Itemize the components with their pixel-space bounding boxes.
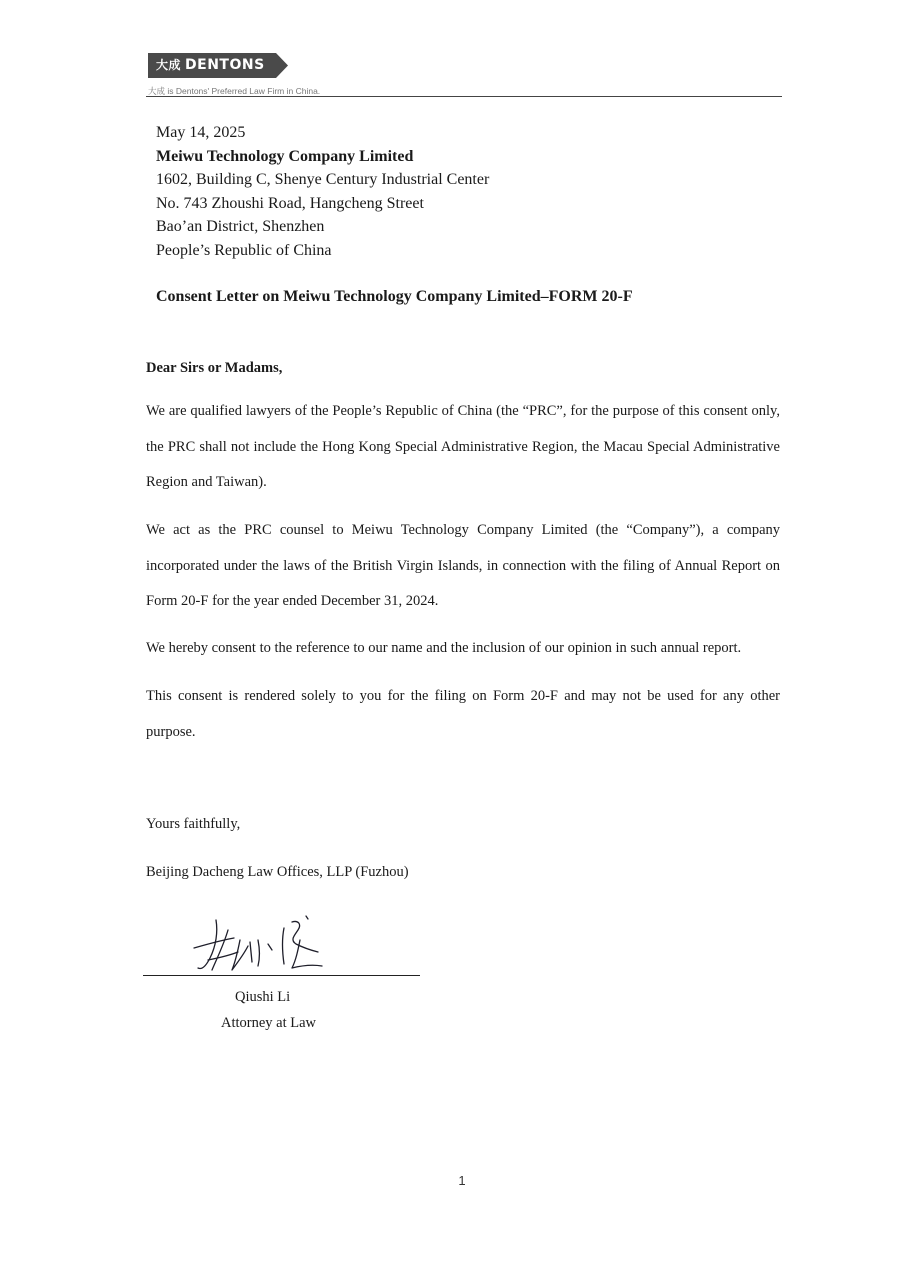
address-line-3: Bao’an District, Shenzhen [156, 218, 325, 236]
address-line-1: 1602, Building C, Shenye Century Industrial Center [156, 171, 490, 189]
body-paragraph-2: We act as the PRC counsel to Meiwu Technology Company Limited (the “Company”), a company incorporated under the laws of the British Virgin Islands, in connection with the filing of Annual Report on Form 20-F for the year ended December 31, 2024. [146, 522, 780, 609]
closing: Yours faithfully, [146, 816, 241, 832]
logo-wordmark [148, 53, 265, 78]
header-divider [146, 96, 782, 97]
recipient-company: Meiwu Technology Company Limited [156, 147, 414, 165]
body-paragraph-4: This consent is rendered solely to you for the filing on Form 20-F and may not be used for any other purpose. [146, 688, 780, 740]
page-number: 1 [458, 1173, 466, 1188]
handwritten-signature [188, 910, 338, 976]
body-paragraph-1: We are qualified lawyers of the People’s Republic of China (the “PRC”, for the purpose of this consent only, the PRC shall not include the Hong Kong Special Administrative Region, the Macau Special Administrative Region and Taiwan). [146, 403, 780, 490]
signature-line [143, 975, 420, 976]
signer-title: Attorney at Law [221, 1015, 317, 1031]
address-line-4: People’s Republic of China [156, 241, 332, 259]
letter-subject: Consent Letter on Meiwu Technology Company Limited–FORM 20-F [156, 288, 633, 305]
logo-english-name: DENTONS [185, 57, 265, 73]
body-paragraph-3: We hereby consent to the reference to our name and the inclusion of our opinion in such annual report. [146, 640, 742, 656]
firm-name: Beijing Dacheng Law Offices, LLP (Fuzhou) [146, 864, 409, 880]
logo-chinese-name: 大成 [156, 58, 182, 72]
letter-date: May 14, 2025 [156, 124, 246, 141]
address-line-2: No. 743 Zhoushi Road, Hangcheng Street [156, 194, 424, 212]
signer-name: Qiushi Li [235, 989, 291, 1005]
dentons-logo [148, 53, 288, 78]
recipient-block [156, 121, 489, 263]
salutation: Dear Sirs or Madams, [146, 360, 283, 376]
letterhead-tagline: 大成 is Dentons' Preferred Law Firm in China. [148, 86, 321, 96]
